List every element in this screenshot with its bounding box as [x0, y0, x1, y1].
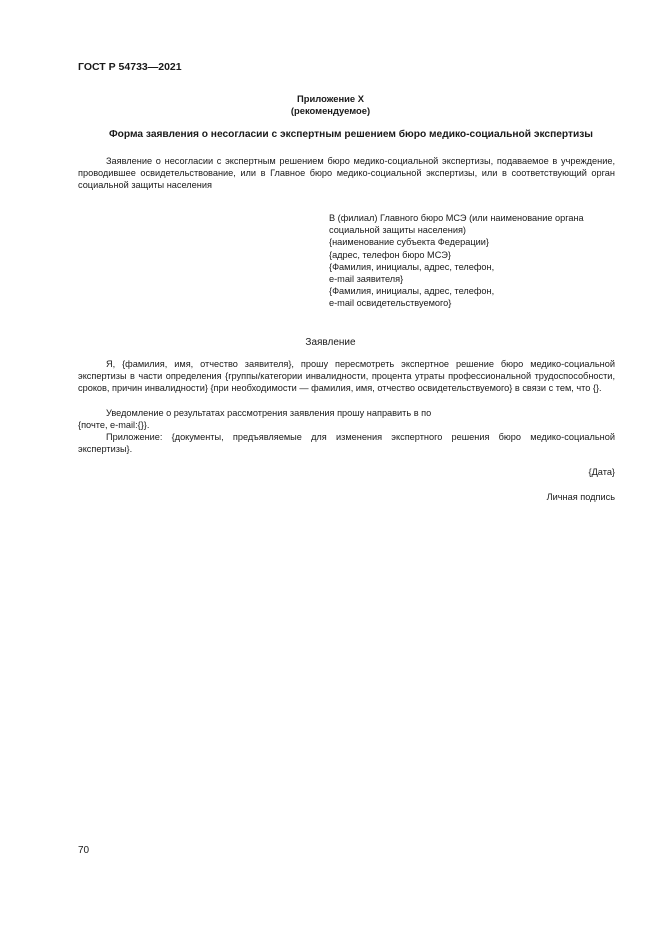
annex-subtitle: (рекомендуемое)	[290, 104, 371, 116]
address-line: В (филиал) Главного бюро МСЭ (или наименование органа	[329, 213, 584, 223]
address-line: социальной защиты населения)	[329, 225, 466, 236]
statement-paragraph-1: Я, {фамилия, имя, отчество заявителя}, прошу пересмотреть экспертное решение бюро медико-социальной экспертизы в части определения {группы/категории инвалидности, процента утраты профессиональной трудоспособности, сроков, причин инвалидности} {при необходимости — фамилия, имя, отчество освидетельствуемого} в связи с тем, что {}.	[78, 359, 615, 394]
address-line: {Фамилия, инициалы, адрес, телефон,	[329, 261, 495, 272]
address-block	[329, 212, 629, 310]
address-line: e-mail заявителя}	[329, 274, 404, 285]
standard-header: ГОСТ Р 54733—2021	[78, 61, 182, 73]
page-number: 70	[78, 845, 90, 856]
statement-paragraph-3: Приложение: {документы, предъявляемые для изменения экспертного решения бюро медико-социальной экспертизы}.	[78, 432, 615, 455]
annex-title: Приложение Х	[297, 93, 364, 104]
statement-paragraph-2	[78, 407, 615, 431]
intro-paragraph: Заявление о несогласии с экспертным решением бюро медико-социальной экспертизы, подаваемое в учреждение, проводившее освидетельствование, или в Главное бюро медико-социальной экспертизы, или в соответствующий орган социальной защиты населения	[78, 156, 615, 191]
statement-title: Заявление	[305, 337, 356, 348]
date-field: {Дата}	[588, 467, 615, 477]
address-line: {Фамилия, инициалы, адрес, телефон,	[329, 286, 495, 297]
notification-line: Уведомление о результатах рассмотрения заявления прошу направить в по	[106, 408, 432, 418]
address-line: e-mail освидетельствуемого}	[329, 298, 452, 309]
address-line: {наименование субъекта Федерации}	[329, 237, 489, 248]
address-line: {адрес, телефон бюро МСЭ}	[329, 249, 451, 260]
form-title: Форма заявления о несогласии с экспертным решением бюро медико-социальной экспертизы	[108, 129, 593, 140]
notification-method-line: {почте, e-mail:{}}.	[78, 420, 150, 431]
signature-field: Личная подпись	[546, 492, 615, 502]
annex-heading	[0, 93, 661, 116]
